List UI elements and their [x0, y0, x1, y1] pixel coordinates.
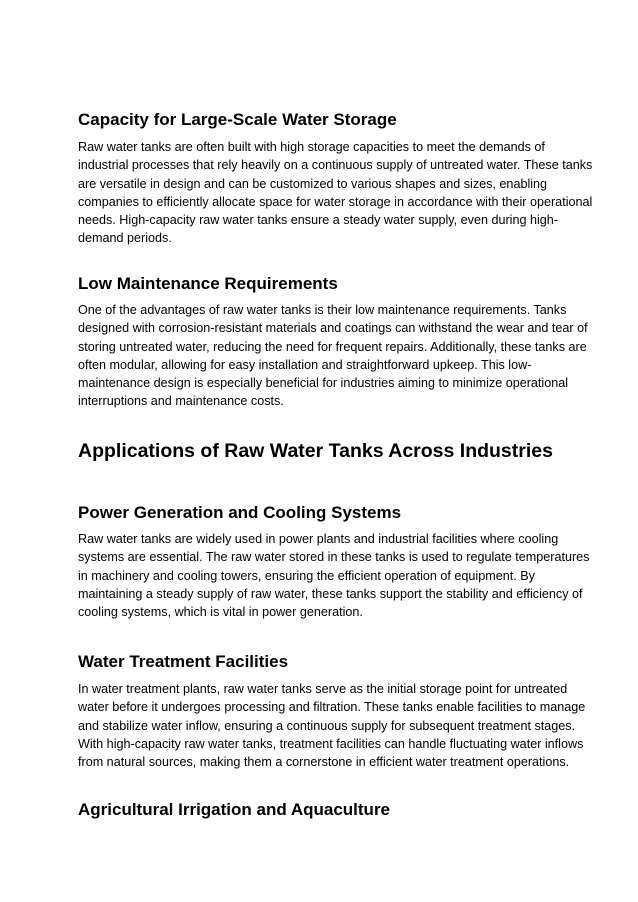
paragraph-line: In water treatment plants, raw water tanks serve as the initial storage point for untreated: [78, 682, 568, 696]
paragraph-line: and stabilize water inflow, ensuring a continuous supply for subsequent treatment stages.: [78, 718, 576, 733]
section-heading-water-treatment: Water Treatment Facilities: [78, 652, 289, 671]
main-heading-applications: Applications of Raw Water Tanks Across Industries: [78, 440, 553, 462]
paragraph-line: With high-capacity raw water tanks, treatment facilities can handle fluctuating water inflows: [78, 736, 584, 751]
paragraph-line: interruptions and maintenance costs.: [78, 394, 284, 409]
section-heading-power-generation: Power Generation and Cooling Systems: [78, 503, 402, 522]
paragraph-line: in machinery and cooling towers, ensuring the efficient operation of equipment. By: [78, 568, 535, 583]
paragraph-line: companies to efficiently allocate space for water storage in accordance with their operational: [78, 194, 593, 209]
section-heading-agriculture: Agricultural Irrigation and Aquaculture: [78, 800, 391, 819]
paragraph-line: are versatile in design and can be customized to various shapes and sizes, enabling: [78, 176, 548, 191]
paragraph-line: maintaining a steady supply of raw water, these tanks support the stability and efficiency of: [78, 586, 583, 601]
paragraph-line: demand periods.: [78, 231, 172, 246]
paragraph-line: Raw water tanks are widely used in power plants and industrial facilities where cooling: [78, 532, 559, 546]
paragraph-capacity: [78, 138, 593, 248]
paragraph-line: from natural sources, making them a cornerstone in efficient water treatment operations.: [78, 755, 570, 770]
paragraph-line: storing untreated water, reducing the need for frequent repairs. Additionally, these tanks are: [78, 339, 587, 354]
paragraph-line: Raw water tanks are often built with high storage capacities to meet the demands of: [78, 140, 545, 154]
paragraph-maintenance: [78, 301, 588, 411]
section-heading-maintenance: Low Maintenance Requirements: [78, 274, 338, 293]
paragraph-power-generation: [78, 530, 590, 621]
paragraph-line: cooling systems, which is vital in power generation.: [78, 605, 363, 620]
paragraph-line: often modular, allowing for easy installation and straightforward upkeep. This low-: [78, 357, 532, 372]
paragraph-line: maintenance design is especially beneficial for industries aiming to minimize operational: [78, 376, 569, 391]
paragraph-line: needs. High-capacity raw water tanks ensure a steady water supply, even during high-: [78, 213, 558, 228]
paragraph-water-treatment: [78, 680, 586, 771]
section-heading-capacity: Capacity for Large-Scale Water Storage: [78, 110, 397, 129]
paragraph-line: industrial processes that rely heavily on a continuous supply of untreated water. These tanks: [78, 158, 593, 173]
paragraph-line: systems are essential. The raw water stored in these tanks is used to regulate temperatures: [78, 550, 590, 565]
paragraph-line: designed with corrosion-resistant materials and coatings can withstand the wear and tear of: [78, 321, 588, 336]
paragraph-line: water before it undergoes processing and filtration. These tanks enable facilities to manage: [78, 700, 586, 715]
paragraph-line: One of the advantages of raw water tanks is their low maintenance requirements. Tanks: [78, 303, 567, 317]
